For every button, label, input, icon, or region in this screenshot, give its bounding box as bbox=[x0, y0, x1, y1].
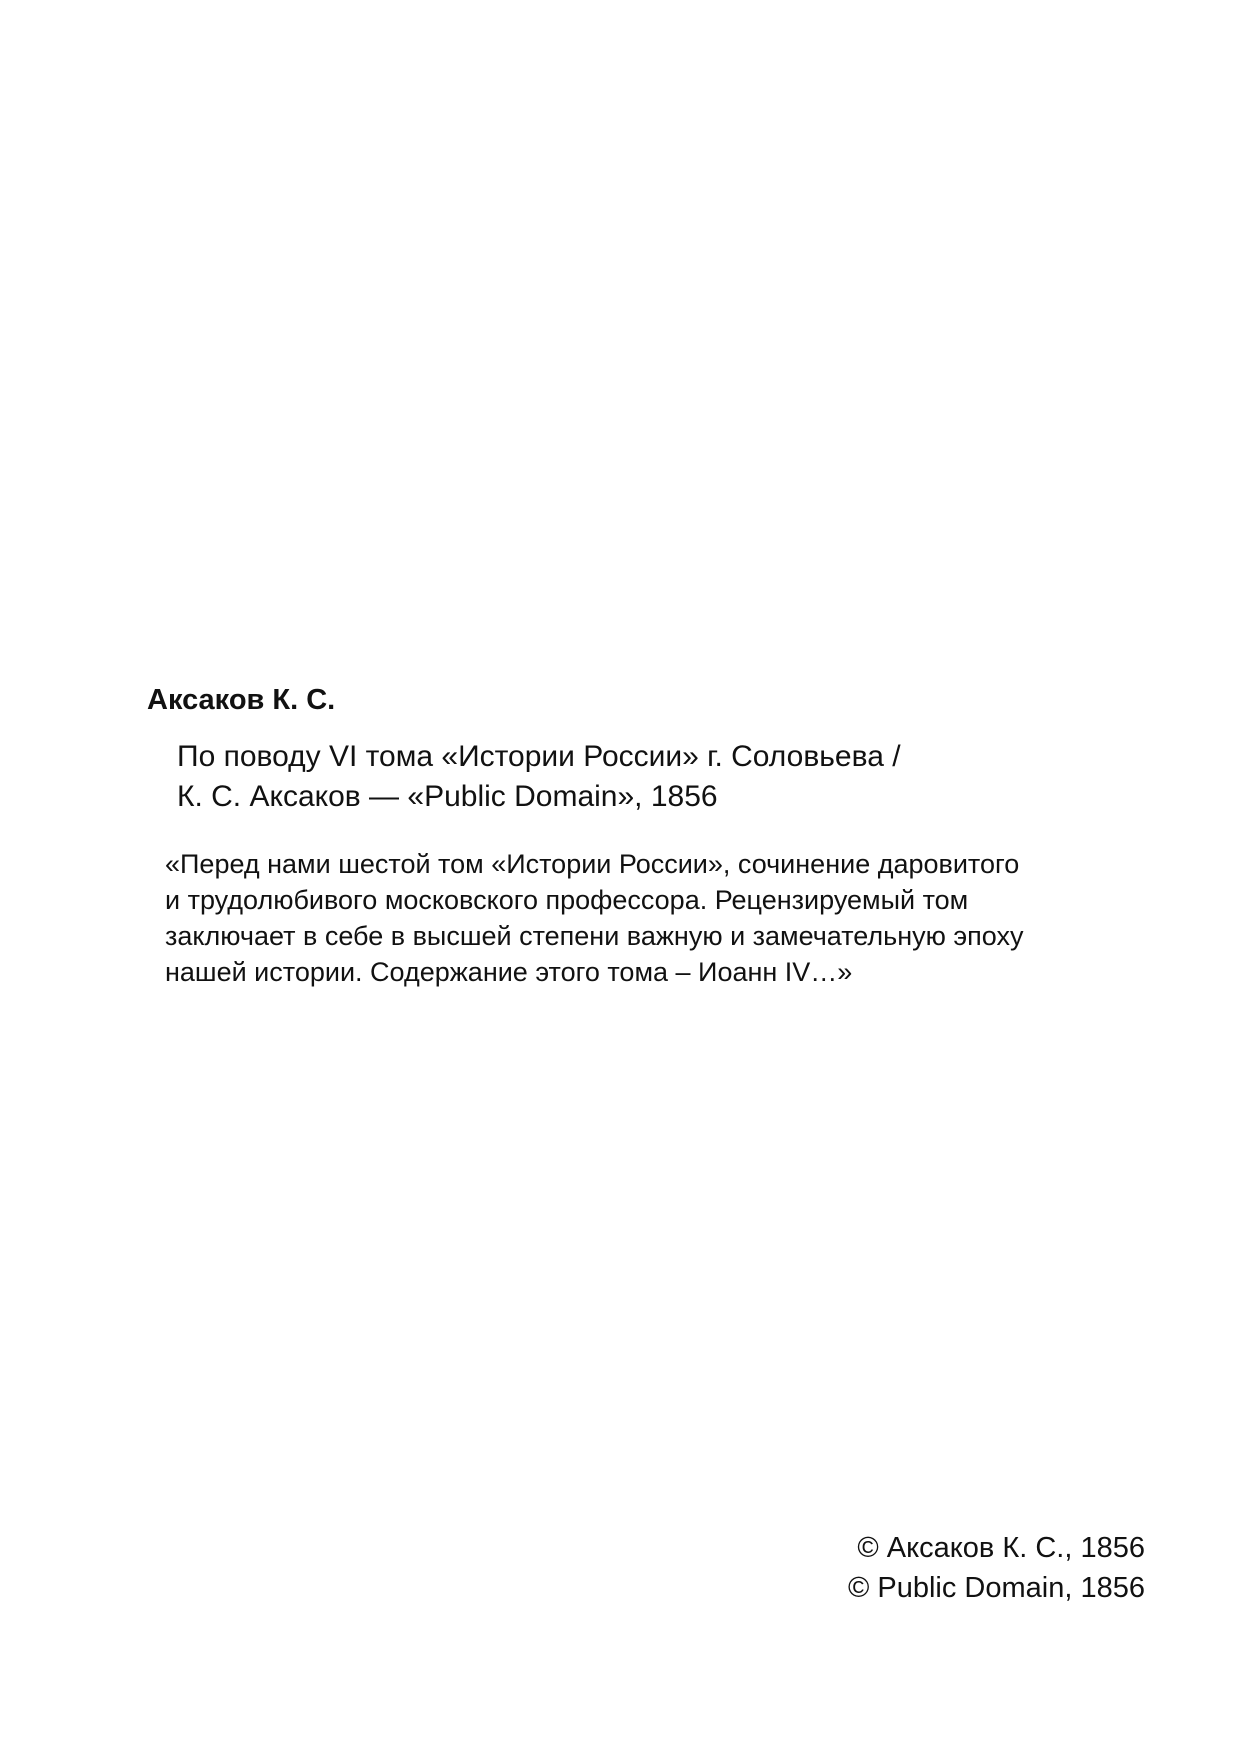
copyright-line: © Аксаков К. С., 1856 bbox=[857, 1532, 1145, 1564]
citation-line: К. С. Аксаков — «Public Domain», 1856 bbox=[177, 780, 718, 813]
copyright-notice bbox=[848, 1528, 1145, 1608]
citation-line: По поводу VI тома «Истории России» г. Соловьева / bbox=[177, 740, 901, 773]
annotation-line: заключает в себе в высшей степени важную и замечательную эпоху bbox=[165, 921, 1024, 951]
author-name: Аксаков К. С. bbox=[147, 684, 336, 716]
annotation-line: нашей истории. Содержание этого тома – Иоанн IV…» bbox=[165, 957, 853, 987]
bibliographic-citation bbox=[177, 737, 1077, 817]
annotation-line: «Перед нами шестой том «Истории России», сочинение даровитого bbox=[165, 849, 1020, 879]
annotation bbox=[165, 846, 1125, 990]
copyright-line: © Public Domain, 1856 bbox=[847, 1572, 1145, 1604]
annotation-line: и трудолюбивого московского профессора. Рецензируемый том bbox=[165, 885, 969, 915]
